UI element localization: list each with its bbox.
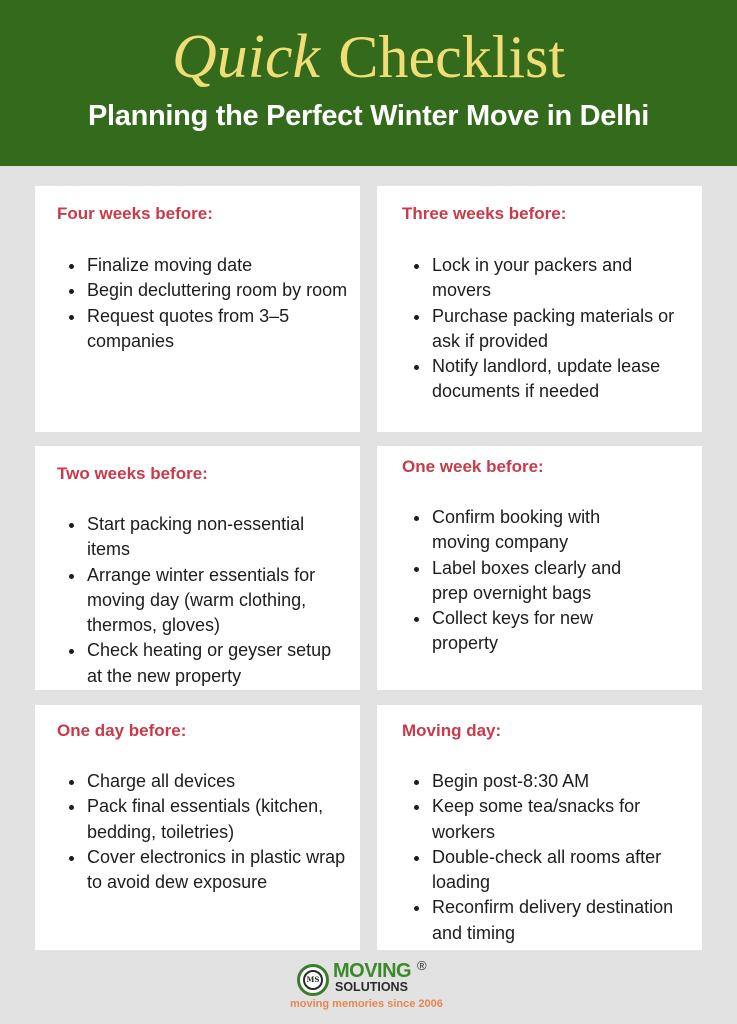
card-heading: One week before:: [402, 457, 544, 476]
list-item: Finalize moving date: [87, 253, 350, 278]
logo-initials: MS: [303, 970, 323, 990]
list-item: Begin decluttering room by room: [87, 278, 350, 303]
globe-logo-icon: [297, 964, 329, 996]
checklist: [87, 769, 350, 895]
list-item: Request quotes from 3–5 companies: [87, 304, 350, 355]
brand-name-line1: MOVING: [333, 960, 412, 982]
list-item: Arrange winter essentials for moving day (warm clothing, thermos, gloves): [87, 563, 350, 639]
card-four-weeks: [35, 186, 360, 432]
list-item: Collect keys for new property: [432, 606, 642, 657]
list-item: Cover electronics in plastic wrap to avoid dew exposure: [87, 845, 350, 896]
company-logo: [290, 958, 455, 1016]
header-banner: [0, 0, 737, 166]
list-item: Label boxes clearly and prep overnight bags: [432, 556, 642, 607]
card-moving-day: [377, 705, 702, 950]
tagline: moving memories since 2006: [290, 998, 443, 1010]
list-item: Begin post-8:30 AM: [432, 769, 692, 794]
list-item: Check heating or geyser setup at the new property: [87, 638, 350, 689]
list-item: Keep some tea/snacks for workers: [432, 794, 692, 845]
title-italic: Quick: [171, 23, 320, 91]
list-item: Reconfirm delivery destination and timing: [432, 895, 692, 946]
card-heading: Four weeks before:: [57, 204, 213, 223]
list-item: Notify landlord, update lease documents if needed: [432, 354, 692, 405]
page-subtitle: Planning the Perfect Winter Move in Delhi: [87, 100, 650, 132]
card-two-weeks: [35, 446, 360, 690]
title-main: Checklist: [338, 24, 566, 90]
card-heading: One day before:: [57, 721, 187, 740]
list-item: Double-check all rooms after loading: [432, 845, 692, 896]
registered-mark: ®: [417, 958, 427, 973]
list-item: Confirm booking with moving company: [432, 505, 642, 556]
checklist: [87, 512, 350, 689]
card-heading: Two weeks before:: [57, 464, 208, 483]
page-title: [0, 22, 737, 92]
list-item: Charge all devices: [87, 769, 350, 794]
card-one-week: [377, 446, 702, 690]
card-one-day: [35, 705, 360, 950]
card-heading: Three weeks before:: [402, 204, 567, 223]
checklist: [432, 253, 692, 405]
checklist: [432, 769, 692, 946]
list-item: Purchase packing materials or ask if provided: [432, 304, 692, 355]
card-three-weeks: [377, 186, 702, 432]
list-item: Pack final essentials (kitchen, bedding, toiletries): [87, 794, 350, 845]
list-item: Lock in your packers and movers: [432, 253, 692, 304]
checklist: [432, 505, 642, 657]
list-item: Start packing non-essential items: [87, 512, 350, 563]
brand-name-line2: SOLUTIONS: [335, 980, 408, 994]
card-heading: Moving day:: [402, 721, 502, 740]
checklist: [87, 253, 350, 354]
